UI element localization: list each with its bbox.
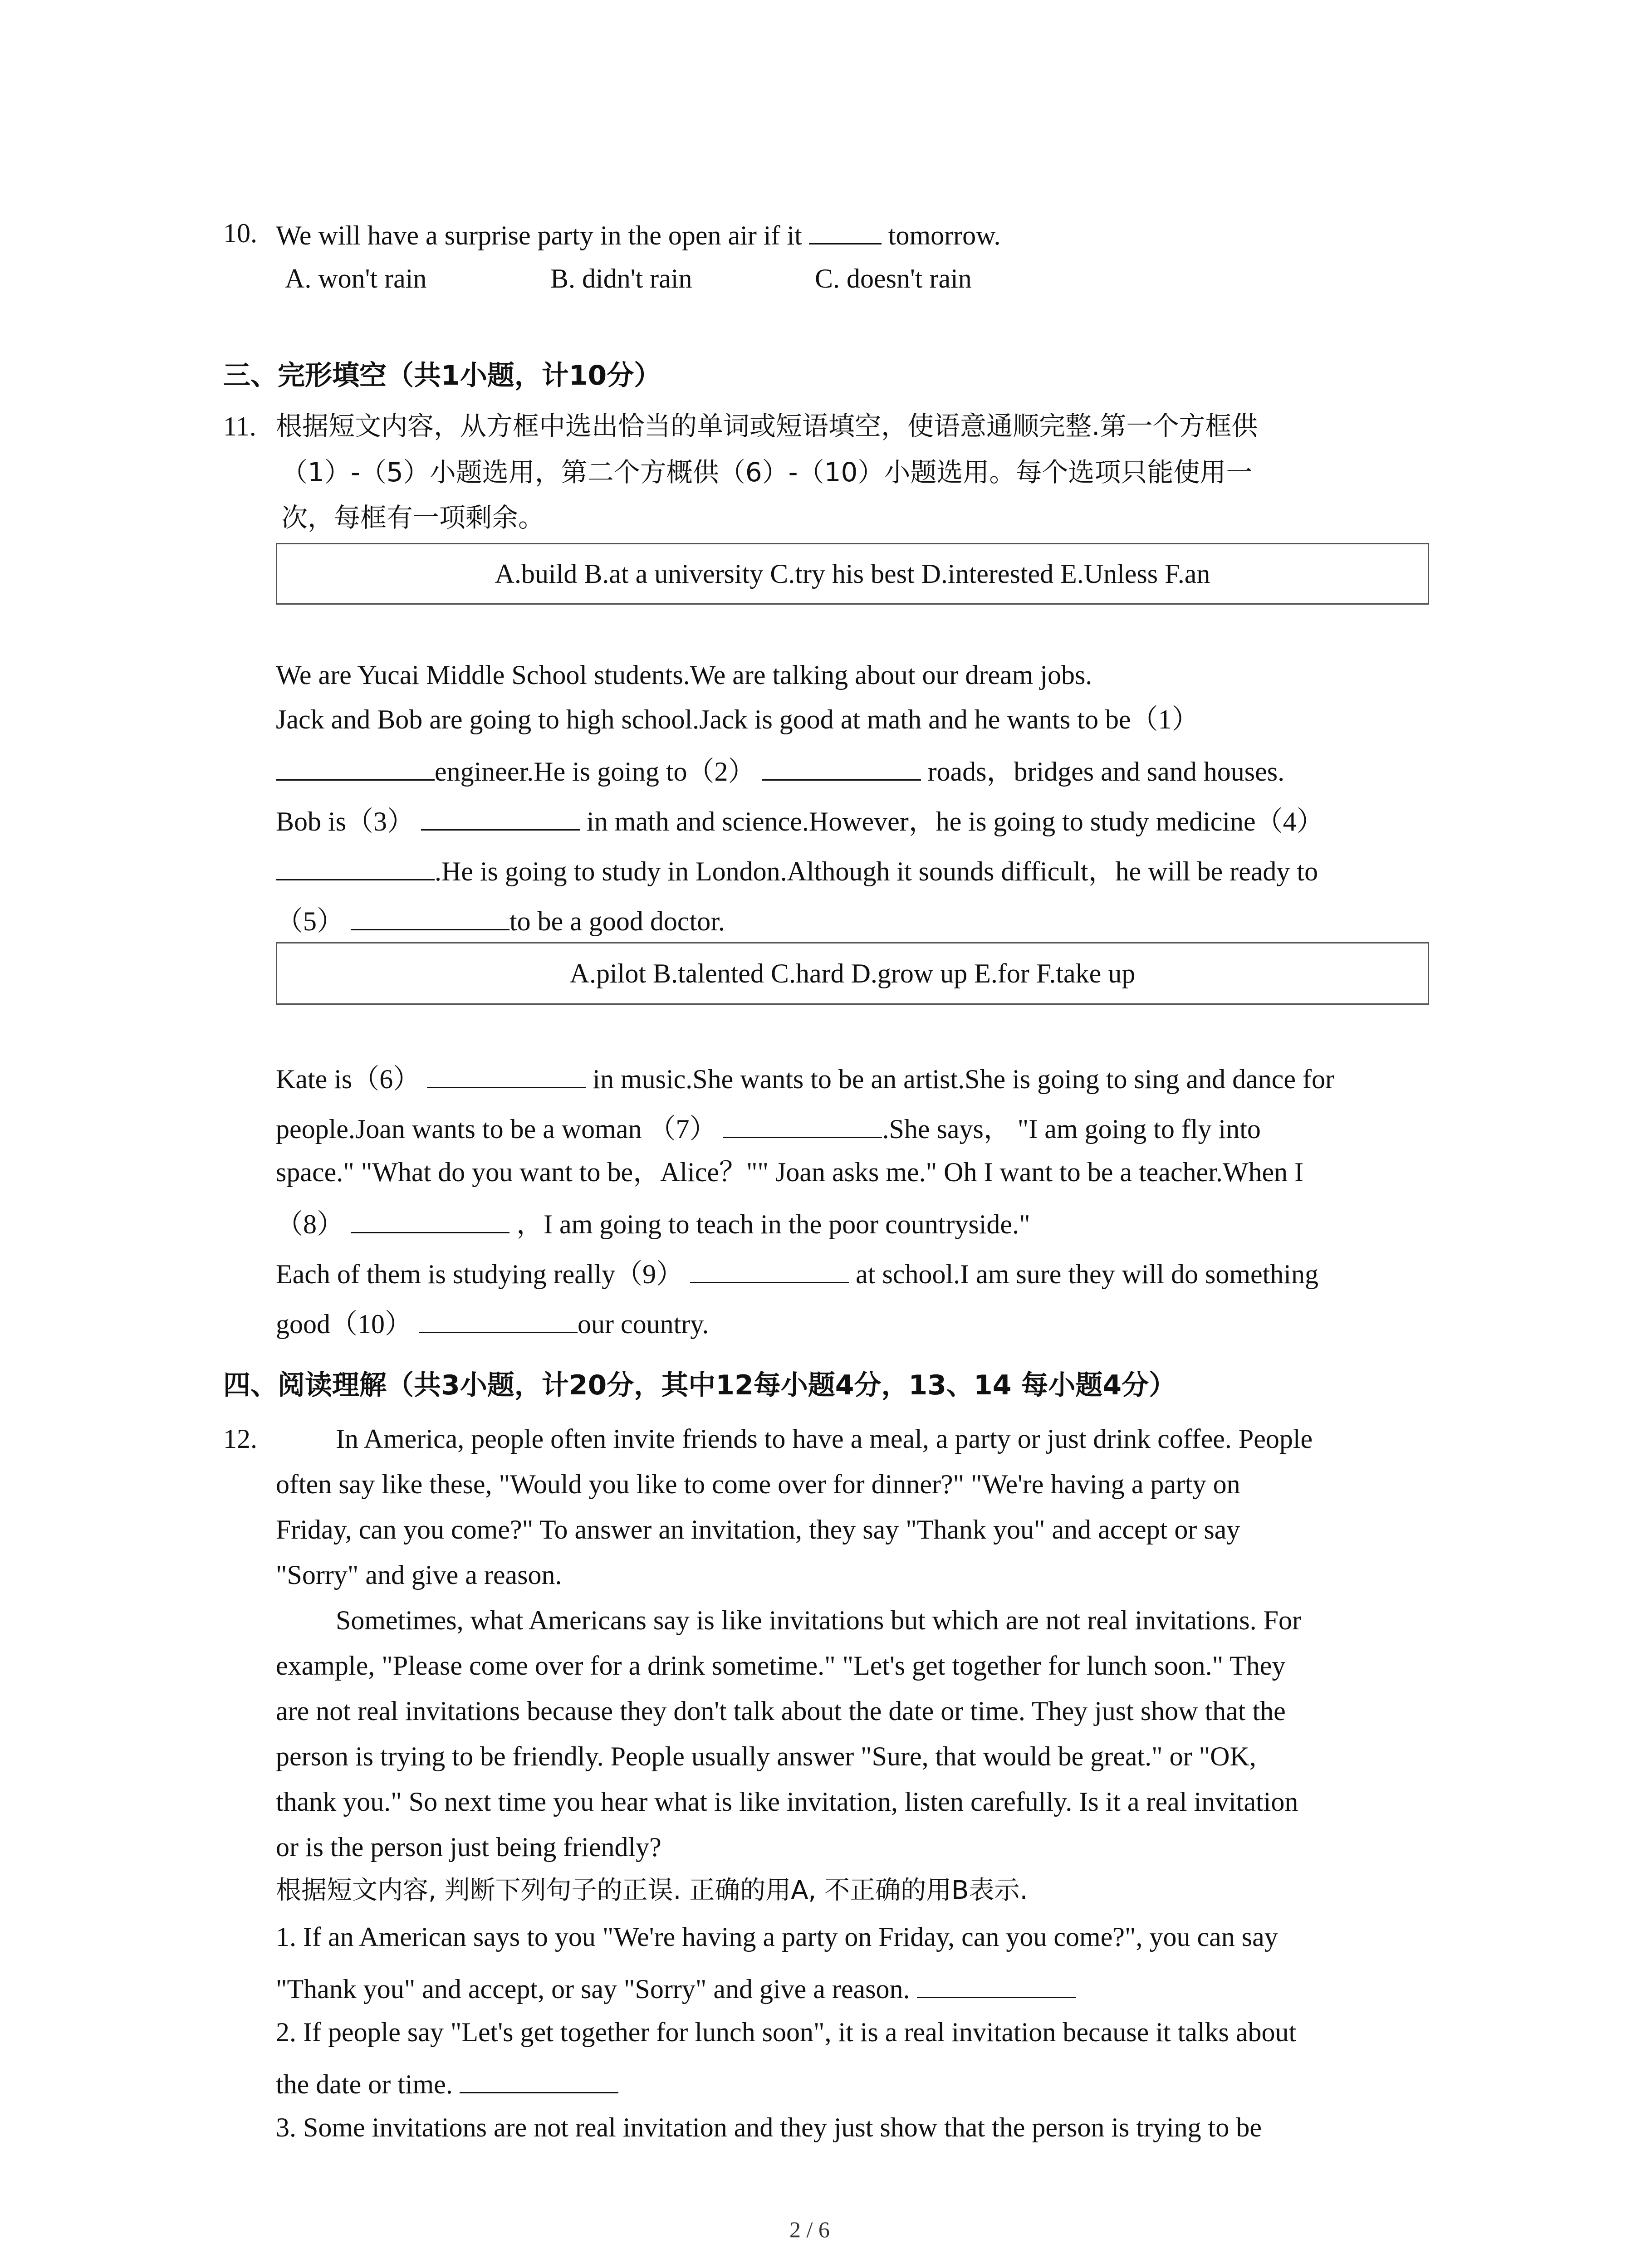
passage-line: Jack and Bob are going to high school.Jack is good at math and he wants to be（1） xyxy=(276,704,1199,734)
passage-line xyxy=(276,1113,1261,1143)
question-number: 12. xyxy=(223,1424,257,1454)
passage-line: "Sorry" and give a reason. xyxy=(276,1560,562,1590)
instruction-line: 次，每框有一项剩余。 xyxy=(281,502,545,533)
stem-text: We will have a surprise party in the open air if it xyxy=(276,220,802,250)
passage-text: .He is going to study in London.Although it sounds difficult，he will be ready to xyxy=(435,856,1318,886)
passage-text: our country. xyxy=(578,1309,709,1339)
passage-line xyxy=(276,905,725,935)
question-number: 11. xyxy=(223,411,256,441)
passage-text: good（10） xyxy=(276,1309,412,1339)
answer-blank-3[interactable] xyxy=(421,806,580,831)
statement-line: 1. If an American says to you "We're having a party on Friday, can you come?", you can say xyxy=(276,1922,1278,1952)
passage-line xyxy=(276,1308,709,1338)
judge-instruction: 根据短文内容, 判断下列句子的正误. 正确的用A, 不正确的用B表示. xyxy=(276,1876,1028,1905)
passage-line xyxy=(276,1063,1334,1093)
word-box-2 xyxy=(276,942,1429,1005)
word-box-text: A.build B.at a university C.try his best D.interested E.Unless F.an xyxy=(495,559,1210,589)
section-heading: 三、完形填空（共1小题，计10分） xyxy=(223,360,661,391)
answer-blank-2[interactable] xyxy=(762,756,921,781)
passage-line xyxy=(276,1208,1030,1238)
answer-blank-10[interactable] xyxy=(419,1308,578,1333)
passage-line: In America, people often invite friends to have a meal, a party or just drink coffee. People xyxy=(336,1424,1313,1454)
passage-text: in math and science.However，he is going to study medicine（4） xyxy=(587,807,1324,836)
instruction-line: 根据短文内容，从方框中选出恰当的单词或短语填空，使语意通顺完整.第一个方框供 xyxy=(276,411,1258,441)
question-number: 10. xyxy=(223,218,257,248)
stem-text: tomorrow. xyxy=(888,220,1001,250)
passage-text: Bob is（3） xyxy=(276,807,415,836)
passage-text: （8） xyxy=(276,1209,344,1239)
page-number: 2 / 6 xyxy=(789,2217,830,2242)
instruction-line: （1）-（5）小题选用，第二个方概供（6）-（10）小题选用。每个选项只能使用一 xyxy=(281,457,1253,488)
option-b[interactable]: B. didn't rain xyxy=(550,264,692,293)
word-box-1 xyxy=(276,543,1429,605)
section-heading: 四、阅读理解（共3小题，计20分，其中12每小题4分，13、14 每小题4分） xyxy=(223,1369,1176,1401)
passage-line: are not real invitations because they don't talk about the date or time. They just show that the xyxy=(276,1696,1286,1726)
passage-text: engineer.He is going to（2） xyxy=(435,757,755,787)
passage-line: space." "What do you want to be，Alice？"" Joan asks me." Oh I want to be a teacher.When I xyxy=(276,1157,1304,1187)
statement-line xyxy=(276,2068,618,2098)
judge-blank-1[interactable] xyxy=(917,1973,1076,1998)
passage-text: people.Joan wants to be a woman （7） xyxy=(276,1114,717,1144)
answer-blank-8[interactable] xyxy=(351,1208,509,1233)
passage-line: or is the person just being friendly? xyxy=(276,1832,661,1862)
judge-blank-2[interactable] xyxy=(460,2068,618,2093)
answer-blank-7[interactable] xyxy=(723,1113,882,1138)
passage-line xyxy=(276,855,1318,885)
passage-line: example, "Please come over for a drink sometime." "Let's get together for lunch soon." They xyxy=(276,1651,1286,1681)
passage-line xyxy=(276,756,1284,785)
option-c[interactable]: C. doesn't rain xyxy=(815,264,972,293)
answer-blank-1[interactable] xyxy=(276,756,435,781)
answer-blank-5[interactable] xyxy=(351,905,509,930)
statement-text: the date or time. xyxy=(276,2069,453,2099)
passage-text: Kate is（6） xyxy=(276,1064,421,1094)
answer-blank-4[interactable] xyxy=(276,855,435,880)
answer-blank-9[interactable] xyxy=(690,1258,849,1283)
passage-line: Friday, can you come?" To answer an invitation, they say "Thank you" and accept or say xyxy=(276,1515,1240,1545)
passage-text: ，I am going to teach in the poor countryside." xyxy=(516,1209,1030,1239)
statement-line: 2. If people say "Let's get together for lunch soon", it is a real invitation because it talks about xyxy=(276,2017,1297,2047)
passage-text: .She says， "I am going to fly into xyxy=(882,1114,1261,1144)
word-box-text: A.pilot B.talented C.hard D.grow up E.for F.take up xyxy=(569,958,1136,988)
passage-line xyxy=(276,1258,1318,1288)
passage-line: often say like these, "Would you like to come over for dinner?" "We're having a party on xyxy=(276,1469,1240,1499)
passage-text: at school.I am sure they will do something xyxy=(856,1259,1318,1289)
answer-blank-6[interactable] xyxy=(427,1063,586,1088)
passage-text: to be a good doctor. xyxy=(509,906,725,936)
question-stem xyxy=(276,220,1001,249)
answer-blank[interactable] xyxy=(809,220,882,244)
statement-line: 3. Some invitations are not real invitation and they just show that the person is trying to be xyxy=(276,2112,1262,2142)
passage-line: thank you." So next time you hear what is like invitation, listen carefully. Is it a real invitation xyxy=(276,1787,1298,1817)
statement-line xyxy=(276,1973,1076,2003)
option-a[interactable]: A. won't rain xyxy=(285,264,427,293)
passage-text: Each of them is studying really（9） xyxy=(276,1259,684,1289)
passage-line: person is trying to be friendly. People usually answer "Sure, that would be great." or "OK, xyxy=(276,1741,1256,1771)
statement-text: "Thank you" and accept, or say "Sorry" and give a reason. xyxy=(276,1974,910,2004)
passage-text: （5） xyxy=(276,906,344,936)
passage-text: in music.She wants to be an artist.She is going to sing and dance for xyxy=(593,1064,1335,1094)
passage-line: We are Yucai Middle School students.We are talking about our dream jobs. xyxy=(276,660,1092,690)
passage-text: roads，bridges and sand houses. xyxy=(927,757,1285,787)
passage-line xyxy=(276,806,1324,835)
passage-line: Sometimes, what Americans say is like invitations but which are not real invitations. For xyxy=(336,1605,1301,1635)
